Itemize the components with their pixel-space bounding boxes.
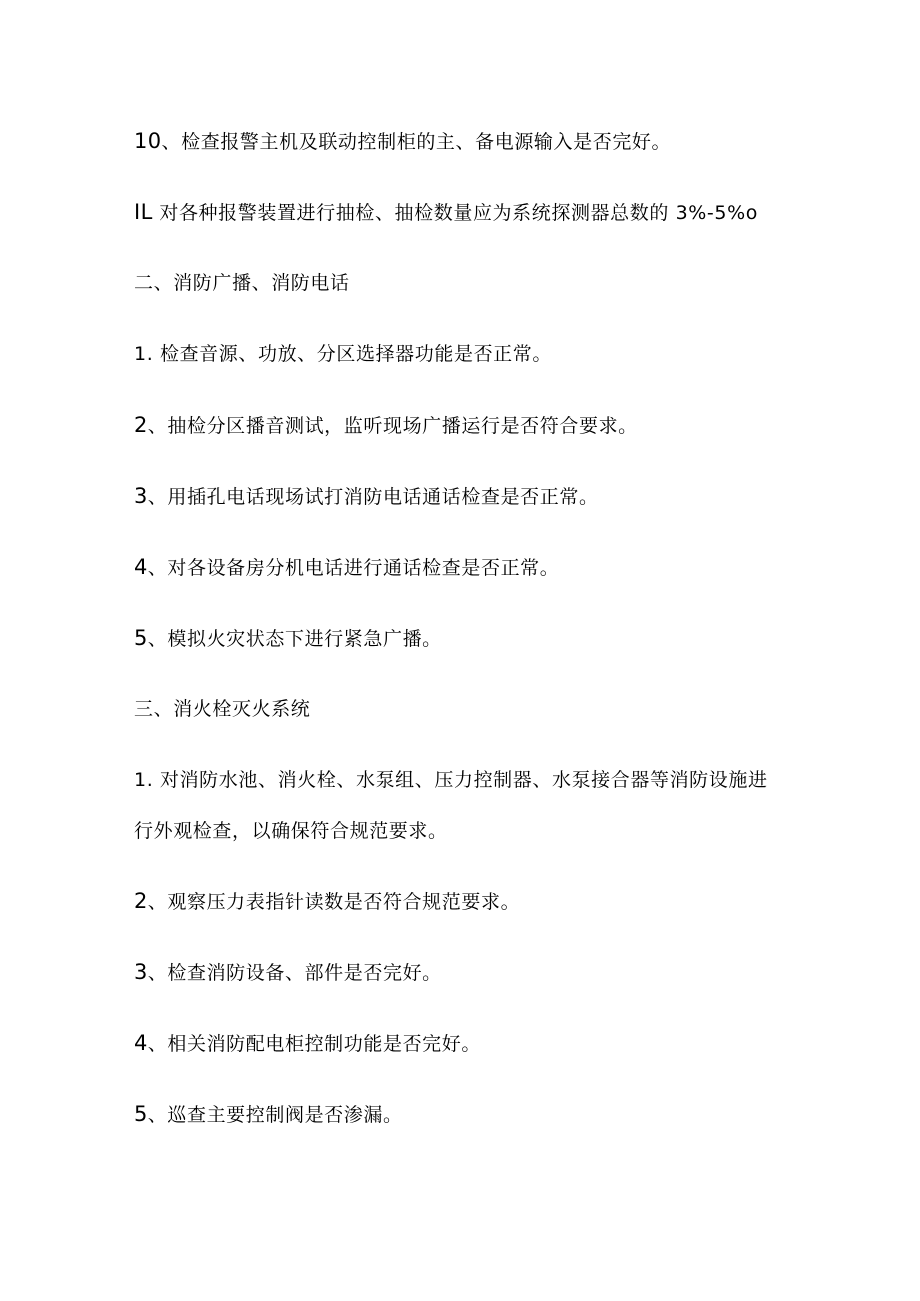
item-text: 、用插孔电话现场试打消防电话通话检查是否正常。 [147,486,599,508]
broadcast-item-3 [134,484,834,509]
item-number: 2 [134,889,148,913]
item-number: 2 [134,413,148,437]
item-text: 1. 检查音源、功放、分区选择器功能是否正常。 [134,343,552,365]
broadcast-item-2 [134,413,834,438]
item-text: 、观察压力表指针读数是否符合规范要求。 [147,891,521,913]
item-text: 1. 对消防水池、消火栓、水泵组、压力控制器、水泵接合器等消防设施进 [134,769,768,791]
hydrant-item-1-line-2 [134,819,834,843]
hydrant-item-5 [134,1102,834,1127]
item-text: 、检查报警主机及联动控制柜的主、备电源输入是否完好。 [161,131,672,153]
hydrant-item-1-line-1 [134,768,834,792]
broadcast-item-5 [134,626,834,651]
item-text: 、抽检分区播音测试，监听现场广播运行是否符合要求。 [147,415,638,437]
item-text: 对各种报警装置进行抽检、抽检数量应为系统探测器总数的 3%-5%o [152,202,758,224]
section-heading-broadcast-phone [134,271,834,295]
item-number: 3 [134,484,148,508]
item-text: 、对各设备房分机电话进行通话检查是否正常。 [147,557,560,579]
hydrant-item-3 [134,960,834,985]
hydrant-item-2 [134,889,834,914]
broadcast-item-4 [134,555,834,580]
item-number: 5 [134,1102,148,1126]
item-number: IL [134,200,153,224]
item-text: 、检查消防设备、部件是否完好。 [147,962,442,984]
item-number: 4 [134,1031,148,1055]
item-10-check-power-input [134,129,834,154]
item-text: 行外观检查，以确保符合规范要求。 [134,820,448,842]
section-heading-hydrant-system [134,697,834,721]
item-number: 4 [134,555,148,579]
item-11-alarm-spot-check [134,200,834,225]
item-number: 5 [134,626,148,650]
section-heading-text: 三、消火栓灭火系统 [134,698,311,720]
section-heading-text: 二、消防广播、消防电话 [134,272,350,294]
item-text: 、巡查主要控制阀是否渗漏。 [147,1104,403,1126]
item-number: 3 [134,960,148,984]
hydrant-item-4 [134,1031,834,1056]
broadcast-item-1 [134,342,834,366]
item-number: 10 [134,129,162,153]
item-text: 、模拟火灾状态下进行紧急广播。 [147,628,442,650]
item-text: 、相关消防配电柜控制功能是否完好。 [147,1033,481,1055]
